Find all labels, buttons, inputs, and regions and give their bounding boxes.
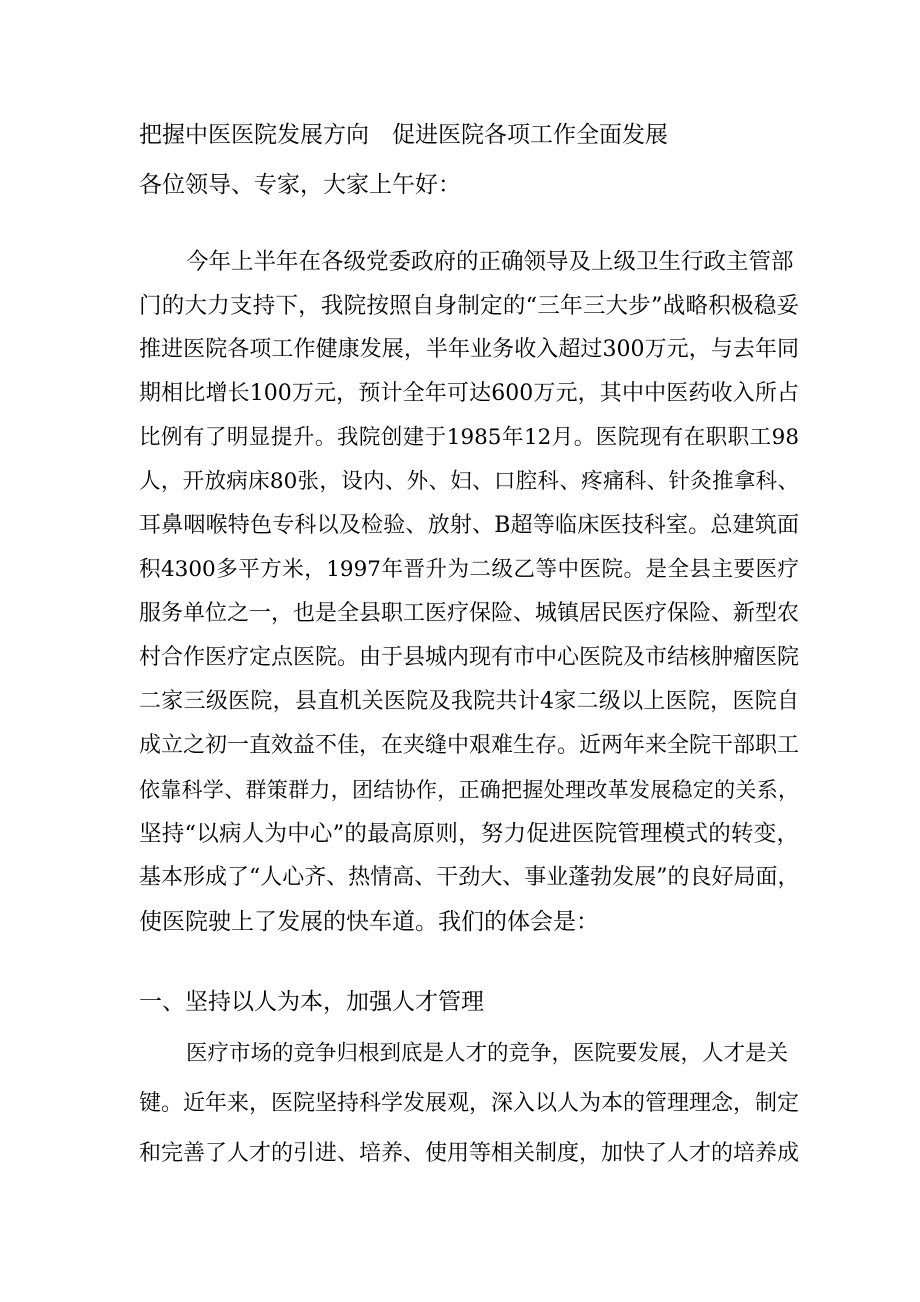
paragraph-line: 基本形成了“人心齐、热情高、干劲大、事业蓬勃发展”的良好局面， [139,865,800,890]
paragraph-line: 今年上半年在各级党委政府的正确领导及上级卫生行政主管部 [186,249,794,275]
greeting: 各位领导、专家，大家上午好： [139,172,461,198]
paragraph-line: 和完善了人才的引进、培养、使用等相关制度，加快了人才的培养成 [139,1141,800,1166]
paragraph-line: 门的大力支持下，我院按照自身制定的“三年三大步”战略积极稳妥 [139,293,799,319]
paragraph-line: 人，开放病床80张，设内、外、妇、口腔科、疼痛科、针灸推拿科、 [139,469,799,494]
paragraph-line: 依靠科学、群策群力，团结协作，正确把握处理改革发展稳定的关系， [139,778,799,802]
paragraph-line: 积4300多平方米，1997年晋升为二级乙等中医院。是全县主要医疗 [139,557,799,582]
paragraph-line: 二家三级医院，县直机关医院及我院共计4家二级以上医院，医院自 [139,689,799,714]
paragraph-line: 服务单位之一，也是全县职工医疗保险、城镇居民医疗保险、新型农 [139,601,800,626]
paragraph-line: 坚持“以病人为中心”的最高原则，努力促进医院管理模式的转变， [139,821,799,847]
paragraph-line: 耳鼻咽喉特色专科以及检验、放射、B超等临床医技科室。总建筑面 [139,513,799,538]
paragraph-line: 比例有了明显提升。我院创建于1985年12月。医院现有在职职工98 [139,425,799,450]
paragraph-line: 期相比增长100万元，预计全年可达600万元，其中中医药收入所占 [139,381,799,406]
document-title: 把握中医医院发展方向 促进医院各项工作全面发展 [139,122,668,148]
paragraph-line: 医疗市场的竞争归根到底是人才的竞争，医院要发展，人才是关 [186,1041,789,1066]
paragraph-line: 村合作医疗定点医院。由于县城内现有市中心医院及市结核肿瘤医院 [139,645,800,670]
paragraph-line: 成立之初一直效益不佳，在夹缝中艰难生存。近两年来全院干部职工 [139,733,800,758]
paragraph-line: 键。近年来，医院坚持科学发展观，深入以人为本的管理理念，制定 [139,1091,800,1116]
section-heading: 一、坚持以人为本，加强人才管理 [139,989,484,1015]
paragraph-line: 使医院驶上了发展的快车道。我们的体会是： [139,909,599,935]
paragraph-line: 推进医院各项工作健康发展，半年业务收入超过300万元，与去年同 [139,337,799,362]
